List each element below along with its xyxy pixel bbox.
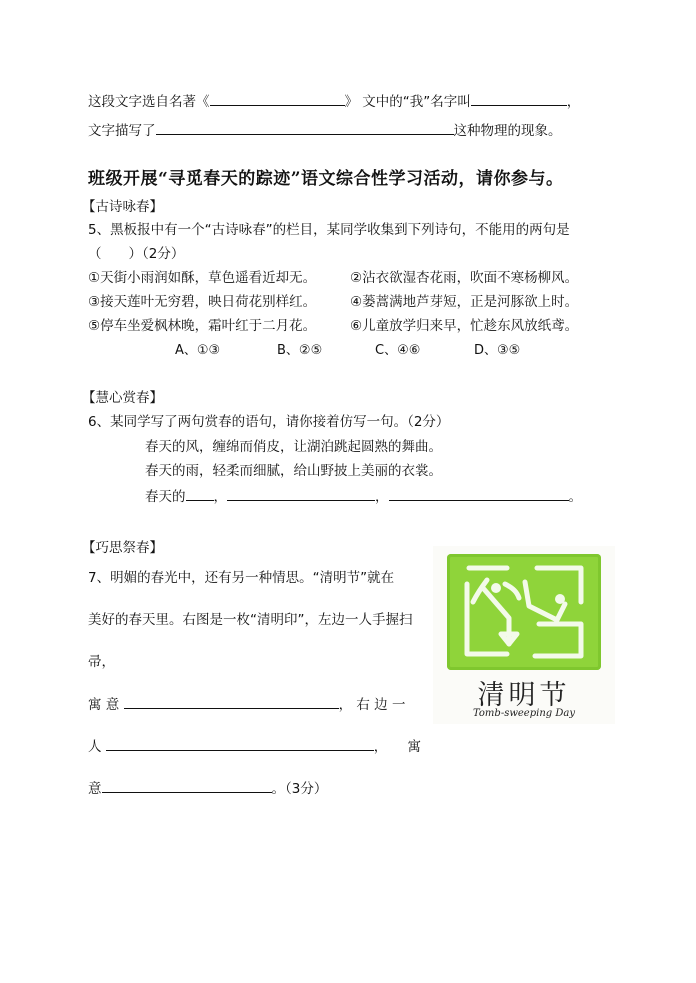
- choice-d[interactable]: D、③⑤: [474, 343, 521, 358]
- prev-q-text-a: 这段文字选自名著《: [88, 94, 210, 110]
- seal-chinese-text: 清明节: [477, 680, 571, 711]
- phenomenon-blank[interactable]: [156, 121, 454, 135]
- seal-english-text: Tomb-sweeping Day: [473, 708, 575, 719]
- poem-4: ④蒌蒿满地芦芽短，正是河豚欲上时。: [350, 294, 579, 310]
- activity-heading: 班级开展“寻觅春天的踪迹”语文综合性学习活动，请你参与。: [88, 169, 564, 189]
- q6-answer-prefix: 春天的: [145, 489, 186, 505]
- q7-line4-tail: ， 右 边 一: [338, 697, 406, 713]
- seal-glyph-icon: [447, 554, 601, 670]
- prev-question-line1: [88, 92, 580, 111]
- q6-blank-1[interactable]: [186, 487, 214, 501]
- q6-example-1: 春天的风，缠绵而俏皮，让湖泊跳起圆熟的舞曲。: [145, 439, 442, 455]
- q7-blank-3[interactable]: [102, 779, 272, 793]
- q6-prompt: 6、某同学写了两句赏春的语句，请你接着仿写一句。（2分）: [88, 414, 450, 430]
- prev-q-text-b: 》 文中的“我”名字叫: [344, 94, 471, 110]
- q7-person-label: 人: [88, 739, 102, 755]
- q7-line2: 美好的春天里。右图是一枚“清明印”，左边一人手握扫: [88, 612, 413, 628]
- q7-line5: [88, 737, 421, 756]
- q7-blank-2[interactable]: [106, 737, 374, 751]
- q5-line1: 5、黑板报中有一个“古诗咏春”的栏目，某同学收集到下列诗句，不能用的两句是: [88, 222, 570, 238]
- poem-1: ①天街小雨润如酥，草色遥看近却无。: [88, 270, 317, 286]
- poem-5: ⑤停车坐爱枫林晚，霜叶红于二月花。: [88, 318, 317, 334]
- choice-b[interactable]: B、②⑤: [277, 343, 323, 358]
- section-title-poems: 【古诗咏春】: [82, 199, 163, 215]
- q7-score: 。（3分）: [271, 781, 328, 797]
- prev-q-text-e: 这种物理的现象。: [453, 123, 562, 139]
- prev-q-text-d: 文字描写了: [88, 123, 156, 139]
- section-title-tomb: 【巧思祭春】: [82, 540, 163, 556]
- prev-question-line2: [88, 121, 562, 140]
- q7-meaning-label-2: 意: [88, 781, 102, 797]
- q7-line3: 帚，: [88, 654, 115, 670]
- poem-6: ⑥儿童放学归来早，忙趁东风放纸鸢。: [350, 318, 579, 334]
- q7-line1: 7、明媚的春光中，还有另一种情思。“清明节”就在: [88, 570, 395, 586]
- q7-blank-1[interactable]: [124, 695, 339, 709]
- q6-comma-1: ，: [213, 489, 227, 505]
- q6-answer-line: [145, 487, 582, 506]
- q7-meaning-label-1: 寓 意: [88, 697, 120, 713]
- seal-green-block: [447, 554, 601, 670]
- qingming-seal-image: [433, 546, 615, 724]
- poem-2: ②沾衣欲湿杏花雨，吹面不寒杨柳风。: [350, 270, 579, 286]
- choice-c[interactable]: C、④⑥: [375, 343, 421, 358]
- book-title-blank[interactable]: [210, 92, 345, 106]
- q6-blank-2[interactable]: [227, 487, 375, 501]
- section-title-appreciate: 【慧心赏春】: [82, 390, 163, 406]
- q7-line4: [88, 695, 405, 714]
- q6-example-2: 春天的雨，轻柔而细腻，给山野披上美丽的衣裳。: [145, 463, 442, 479]
- q5-line2: （ ）（2分）: [88, 246, 185, 262]
- prev-q-text-c: ，: [566, 94, 581, 110]
- q6-period: 。: [568, 489, 582, 505]
- name-blank[interactable]: [471, 92, 567, 106]
- q7-line5-tail: ， 寓: [373, 739, 422, 755]
- choice-a[interactable]: A、①③: [175, 343, 221, 358]
- poem-3: ③接天莲叶无穷碧，映日荷花别样红。: [88, 294, 317, 310]
- q6-blank-3[interactable]: [389, 487, 569, 501]
- q7-line6: [88, 779, 327, 798]
- q6-comma-2: ，: [375, 489, 389, 505]
